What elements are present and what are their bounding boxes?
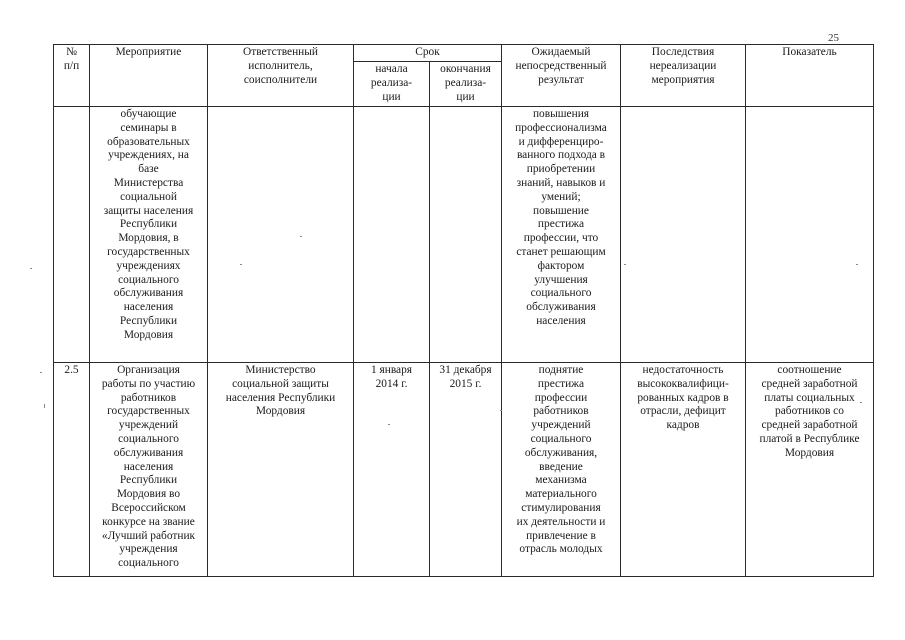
row-indicator: соотношение средней заработной платы социальных работников со средней заработной платой в Республике Мордовия bbox=[746, 363, 874, 577]
row-num: 2.5 bbox=[54, 363, 90, 577]
scan-speck bbox=[624, 264, 626, 265]
program-table bbox=[53, 44, 874, 577]
header-indicator: Показатель bbox=[746, 45, 874, 107]
header-num: № п/п bbox=[54, 45, 90, 107]
header-event: Мероприятие bbox=[90, 45, 208, 107]
row-result: поднятие престижа профессии работников учреждений социального обслуживания, введение механизма материального стимулирования их деятельности и привлечение в отрасль молодых bbox=[502, 363, 621, 577]
row-consequences: недостаточность высококвалифици- рованных кадров в отрасли, дефицит кадров bbox=[621, 363, 746, 577]
scan-speck bbox=[860, 402, 862, 403]
scan-speck bbox=[40, 372, 42, 373]
scan-speck bbox=[240, 264, 242, 265]
row-event: Организация работы по участию работников государственных учреждений социального обслуживания населения Республики Мордовия во Всероссийском конкурсе на звание «Лучший работник учреждения социального bbox=[90, 363, 208, 577]
row-end: 31 декабря 2015 г. bbox=[430, 363, 502, 577]
header-term: Срок bbox=[354, 45, 502, 62]
page-number: 25 bbox=[828, 32, 839, 44]
header-result: Ожидаемый непосредственный результат bbox=[502, 45, 621, 107]
row-start: 1 января 2014 г. bbox=[354, 363, 430, 577]
table-row bbox=[54, 363, 874, 577]
header-row-top bbox=[54, 45, 874, 62]
row-result: повышения профессионализма и дифференциро- ванного подхода в приобретении знаний, навыков и умений; повышение престижа профессии, что станет решающим фактором улучшения социального обслуживания населения bbox=[502, 107, 621, 363]
row-responsible bbox=[208, 107, 354, 363]
row-start bbox=[354, 107, 430, 363]
header-responsible: Ответственный исполнитель, соисполнители bbox=[208, 45, 354, 107]
header-consequences: Последствия нереализации мероприятия bbox=[621, 45, 746, 107]
scan-speck bbox=[44, 404, 45, 408]
scan-speck bbox=[300, 236, 302, 237]
row-indicator bbox=[746, 107, 874, 363]
row-end bbox=[430, 107, 502, 363]
row-num bbox=[54, 107, 90, 363]
table-row bbox=[54, 107, 874, 363]
row-consequences bbox=[621, 107, 746, 363]
header-term-start: начала реализа- ции bbox=[354, 62, 430, 107]
row-event: обучающие семинары в образовательных учреждениях, на базе Министерства социальной защиты населения Республики Мордовия, в государственных учреждениях социального обслуживания населения Республики Мордовия bbox=[90, 107, 208, 363]
scan-speck bbox=[500, 410, 502, 411]
scan-speck bbox=[388, 424, 390, 425]
scan-speck bbox=[30, 268, 32, 269]
scan-speck bbox=[856, 264, 858, 265]
header-term-end: окончания реализа- ции bbox=[430, 62, 502, 107]
row-responsible: Министерство социальной защиты населения Республики Мордовия bbox=[208, 363, 354, 577]
